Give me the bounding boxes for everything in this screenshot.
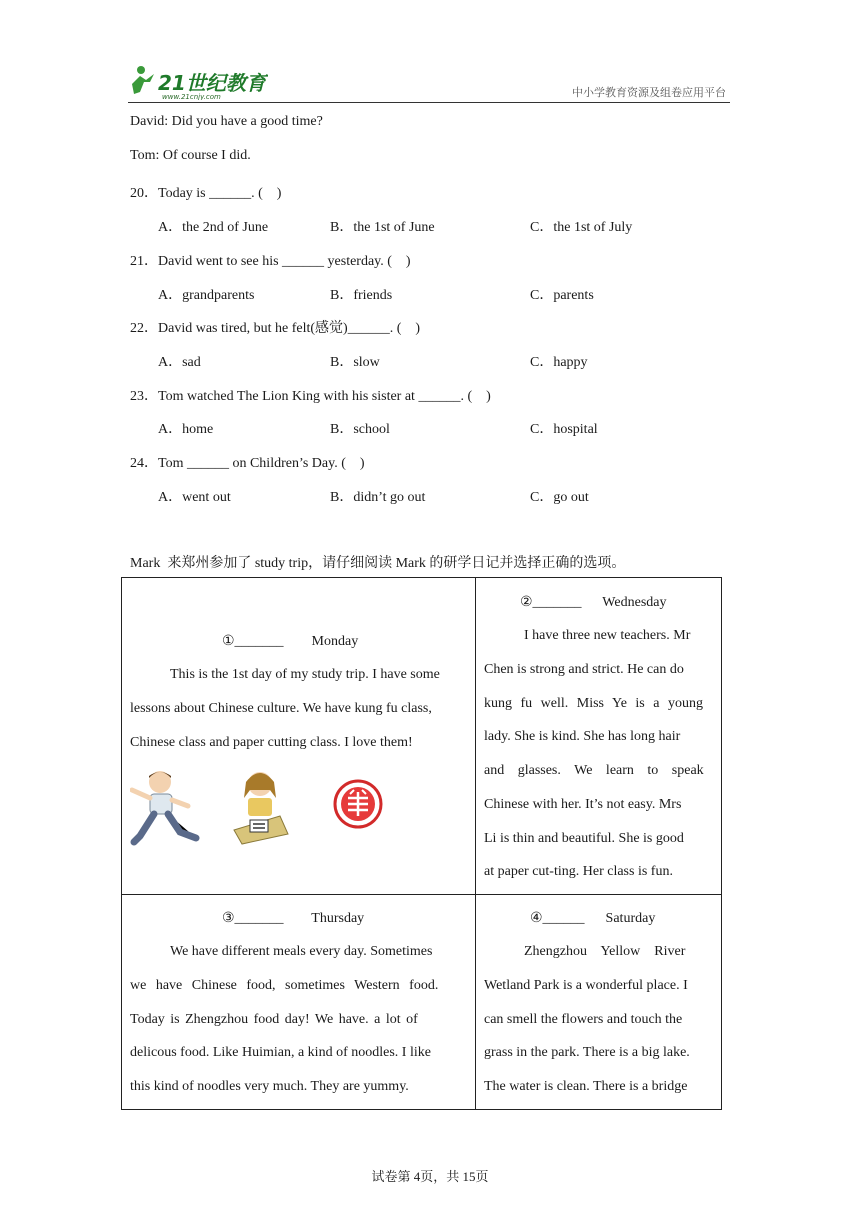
option-c[interactable]: C．go out — [530, 490, 589, 505]
diary-line: Today is Zhengzhou food day! We have. a lot of — [130, 1012, 418, 1027]
diary-line: kung fu well. Miss Ye is a young — [484, 696, 703, 711]
diary-line: Li is thin and beautiful. She is good — [484, 831, 684, 846]
diary-line: Chinese class and paper cutting class. I love them! — [130, 735, 413, 750]
option-a[interactable]: A．grandparents — [158, 288, 255, 303]
option-a[interactable]: A．the 2nd of June — [158, 220, 269, 235]
option-c[interactable]: C．parents — [530, 288, 594, 303]
diary-line: Zhengzhou Yellow River — [524, 944, 686, 959]
dialogue-line: Tom: Of course I did. — [130, 148, 251, 163]
diary-line: at paper cut-ting. Her class is fun. — [484, 864, 673, 879]
diary-table — [121, 577, 722, 1110]
option-b[interactable]: B．school — [330, 422, 390, 437]
diary-line: lady. She is kind. She has long hair — [484, 729, 681, 744]
diary-thursday — [122, 895, 476, 1110]
reading-intro: Mark 来郑州参加了 study trip，请仔细阅读 Mark 的研学日记并选择正确的选项。 — [130, 556, 626, 571]
option-b[interactable]: B．didn’t go out — [330, 490, 426, 505]
option-b[interactable]: B．the 1st of June — [330, 220, 435, 235]
option-a[interactable]: A．went out — [158, 490, 231, 505]
question-stem: 22．David was tired, but he felt(感觉)______. ( ) — [130, 321, 421, 336]
kung-fu-boy-icon — [132, 771, 196, 842]
diary-line: grass in the park. There is a big lake. — [484, 1045, 690, 1060]
diary-title: ③_______ Thursday — [222, 911, 365, 926]
question-stem: 24．Tom ______ on Children’s Day. ( ) — [130, 456, 365, 471]
diary-wednesday — [476, 578, 722, 895]
diary-title: ②_______ Wednesday — [520, 595, 667, 610]
option-a[interactable]: A．home — [158, 422, 214, 437]
option-c[interactable]: C．hospital — [530, 422, 598, 437]
option-a[interactable]: A．sad — [158, 355, 201, 370]
diary-line: delicous food. Like Huimian, a kind of noodles. I like — [130, 1045, 431, 1060]
question-stem: 23．Tom watched The Lion King with his sister at ______. ( ) — [130, 389, 491, 404]
diary-line: The water is clean. There is a bridge — [484, 1079, 688, 1094]
option-c[interactable]: C．the 1st of July — [530, 220, 633, 235]
diary-line: this kind of noodles very much. They are yummy. — [130, 1079, 409, 1094]
diary-line: and glasses. We learn to speak — [484, 763, 704, 778]
paper-cut-icon — [335, 781, 381, 827]
question-stem: 21．David went to see his ______ yesterday. ( ) — [130, 254, 411, 269]
diary-monday — [122, 578, 476, 895]
girl-reading-icon — [234, 772, 288, 844]
question-stem: 20．Today is ______. ( ) — [130, 186, 282, 201]
diary-line: This is the 1st day of my study trip. I have some — [170, 667, 440, 682]
diary-line: I have three new teachers. Mr — [524, 628, 691, 643]
logo-text: 21世纪教育 — [158, 71, 266, 95]
diary-illustrations — [130, 768, 390, 846]
platform-name: 中小学教育资源及组卷应用平台 — [572, 86, 726, 99]
diary-line: Chinese with her. It’s not easy. Mrs — [484, 797, 682, 812]
diary-line: we have Chinese food, sometimes Western food. — [130, 978, 439, 993]
logo-21cnjy — [128, 64, 268, 100]
option-b[interactable]: B．friends — [330, 288, 393, 303]
option-b[interactable]: B．slow — [330, 355, 380, 370]
diary-title: ④______ Saturday — [530, 911, 656, 926]
dialogue-line: David: Did you have a good time? — [130, 114, 323, 129]
diary-line: Wetland Park is a wonderful place. I — [484, 978, 688, 993]
option-c[interactable]: C．happy — [530, 355, 588, 370]
logo-url: www.21cnjy.com — [162, 93, 221, 100]
diary-line: We have different meals every day. Sometimes — [170, 944, 433, 959]
page-header — [128, 62, 730, 103]
page-footer: 试卷第 4页，共 15页 — [371, 1169, 489, 1184]
diary-title: ①_______ Monday — [222, 634, 359, 649]
diary-saturday — [476, 895, 722, 1110]
diary-line: lessons about Chinese culture. We have kung fu class, — [130, 701, 432, 716]
diary-line: can smell the flowers and touch the — [484, 1012, 683, 1027]
diary-line: Chen is strong and strict. He can do — [484, 662, 684, 677]
